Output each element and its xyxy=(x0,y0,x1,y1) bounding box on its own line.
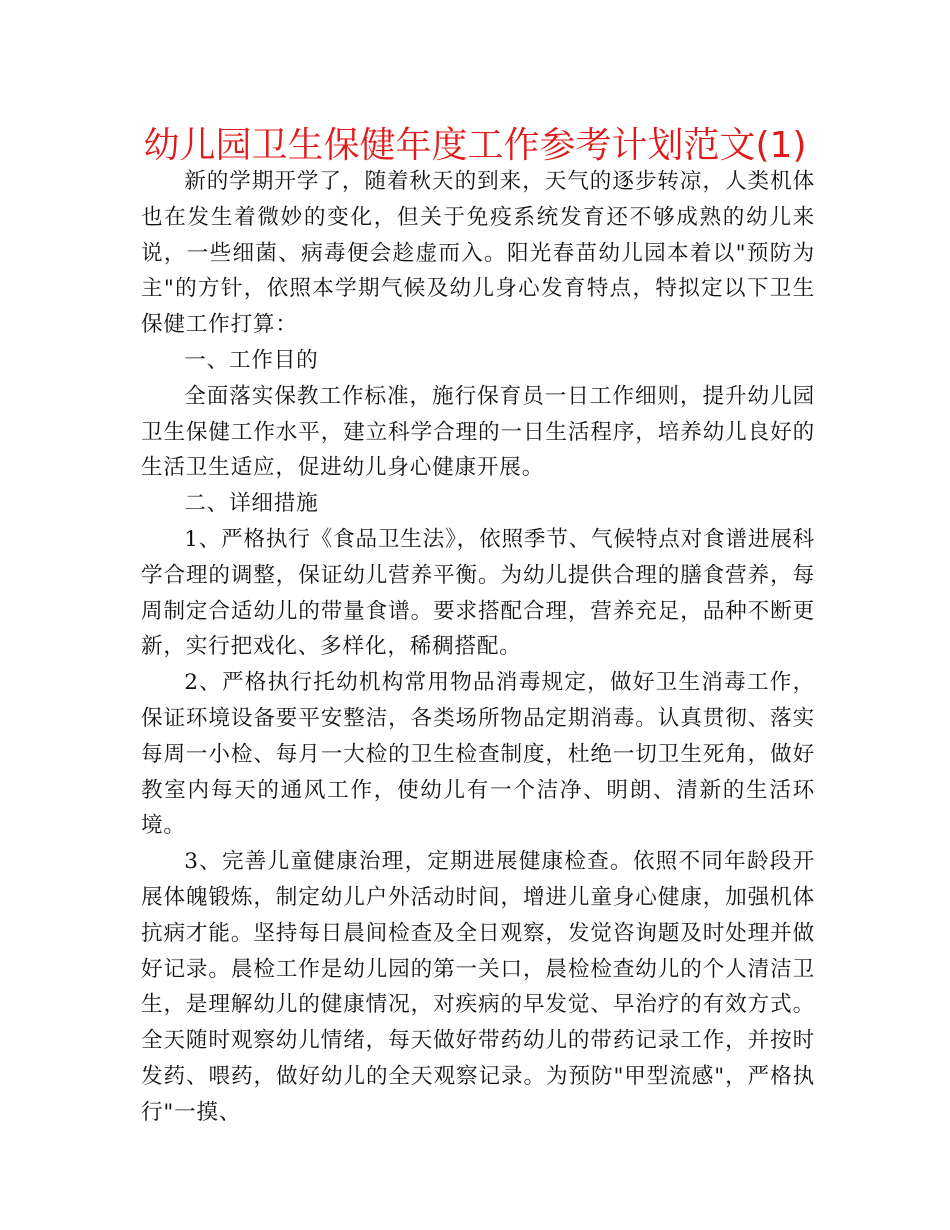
section-heading-measures: 二、详细措施 xyxy=(184,491,319,517)
intro-paragraph: 新的学期开学了，随着秋天的到来，天气的逐步转凉，人类机体也在发生着微妙的变化，但关于免疫系统发育还不够成熟的幼儿来说，一些细菌、病毒便会趁虚而入。阳光春苗幼儿园本着以"预防为主"的方针，依照本学期气候及幼儿身心发育特点，特拟定以下卫生保健工作打算： xyxy=(141,169,815,338)
measure-paragraph-3: 3、完善儿童健康治理，定期进展健康检查。依照不同年龄段开展体魄锻炼，制定幼儿户外活动时间，增进儿童身心健康，加强机体抗病才能。坚持每日晨间检查及全日观察，发觉咨询题及时处理并做好记录。晨检工作是幼儿园的第一关口，晨检检查幼儿的个人清洁卫生，是理解幼儿的健康情况，对疾病的早发觉、早治疗的有效方式。全天随时观察幼儿情绪，每天做好带药幼儿的带药记录工作，并按时发药、喂药，做好幼儿的全天观察记录。为预防"甲型流感"，严格执行"一摸、 xyxy=(141,849,815,1125)
measure-paragraph-1: 1、严格执行《食品卫生法》，依照季节、气候特点对食谱进展科学合理的调整，保证幼儿营养平衡。为幼儿提供合理的膳食营养，每周制定合适幼儿的带量食谱。要求搭配合理，营养充足，品种不断更新，实行把戏化、多样化，稀稠搭配。 xyxy=(141,526,815,660)
goals-paragraph: 全面落实保教工作标准，施行保育员一日工作细则，提升幼儿园卫生保健工作水平，建立科学合理的一日生活程序，培养幼儿良好的生活卫生适应，促进幼儿身心健康开展。 xyxy=(141,383,815,481)
document-title: 幼儿园卫生保健年度工作参考计划范文(1) xyxy=(143,125,807,166)
measure-paragraph-2: 2、严格执行托幼机构常用物品消毒规定，做好卫生消毒工作，保证环境设备要平安整洁，各类场所物品定期消毒。认真贯彻、落实每周一小检、每月一大检的卫生检查制度，杜绝一切卫生死角，做好教室内每天的通风工作，使幼儿有一个洁净、明朗、清新的生活环境。 xyxy=(141,670,815,839)
document-body xyxy=(141,164,815,1131)
section-heading-goals: 一、工作目的 xyxy=(184,347,319,373)
